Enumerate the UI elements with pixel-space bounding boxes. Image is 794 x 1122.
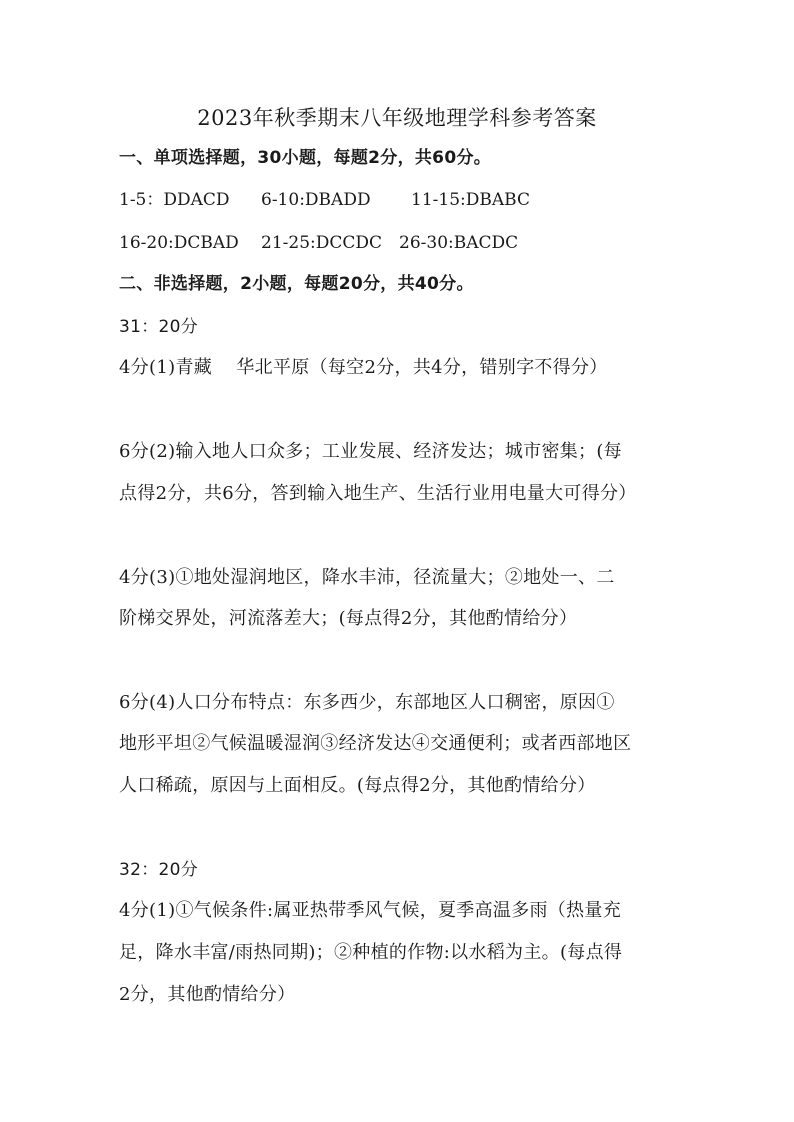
q31-part1: 4分(1)青藏 华北平原（每空2分，共4分，错别字不得分） [119, 357, 608, 378]
q31-part4-line2: 地形平坦②气候温暖湿润③经济发达④交通便利；或者西部地区 [119, 733, 632, 754]
question-31-label: 31：20分 [119, 317, 199, 337]
q32-part1-line3: 2分，其他酌情给分） [119, 984, 296, 1005]
answer-group: 1-5：DDACD [119, 190, 230, 210]
question-32-label: 32：20分 [119, 860, 199, 880]
q31-part4-line1: 6分(4)人口分布特点：东多西少，东部地区人口稠密，原因① [119, 692, 615, 713]
q31-part4-line3: 人口稀疏，原因与上面相反。(每点得2分，其他酌情给分） [119, 775, 596, 796]
q31-part2-line2: 点得2分，共6分，答到输入地生产、生活行业用电量大可得分） [119, 483, 637, 504]
section2-heading: 二、非选择题，2小题，每题20分，共40分。 [119, 274, 474, 294]
q32-part1-line2: 足，降水丰富/雨热同期)；②种植的作物:以水稻为主。(每点得 [119, 942, 623, 963]
answer-group: 26-30:BACDC [399, 233, 519, 253]
answer-group: 6-10:DBADD [261, 190, 371, 210]
q31-part3-line1: 4分(3)①地处湿润地区，降水丰沛，径流量大；②地处一、二 [119, 567, 615, 588]
answer-group: 11-15:DBABC [411, 190, 530, 210]
q32-part1-line1: 4分(1)①气候条件:属亚热带季风气候，夏季高温多雨（热量充 [119, 900, 622, 921]
answer-group: 16-20:DCBAD [119, 233, 239, 253]
answer-group: 21-25:DCCDC [261, 233, 383, 253]
q31-part2-line1: 6分(2)输入地人口众多；工业发展、经济发达；城市密集；(每 [119, 441, 622, 462]
q31-part3-line2: 阶梯交界处，河流落差大；(每点得2分，其他酌情给分） [119, 608, 578, 629]
document-title: 2023年秋季期末八年级地理学科参考答案 [197, 106, 597, 130]
section1-heading: 一、单项选择题，30小题，每题2分，共60分。 [119, 148, 492, 168]
